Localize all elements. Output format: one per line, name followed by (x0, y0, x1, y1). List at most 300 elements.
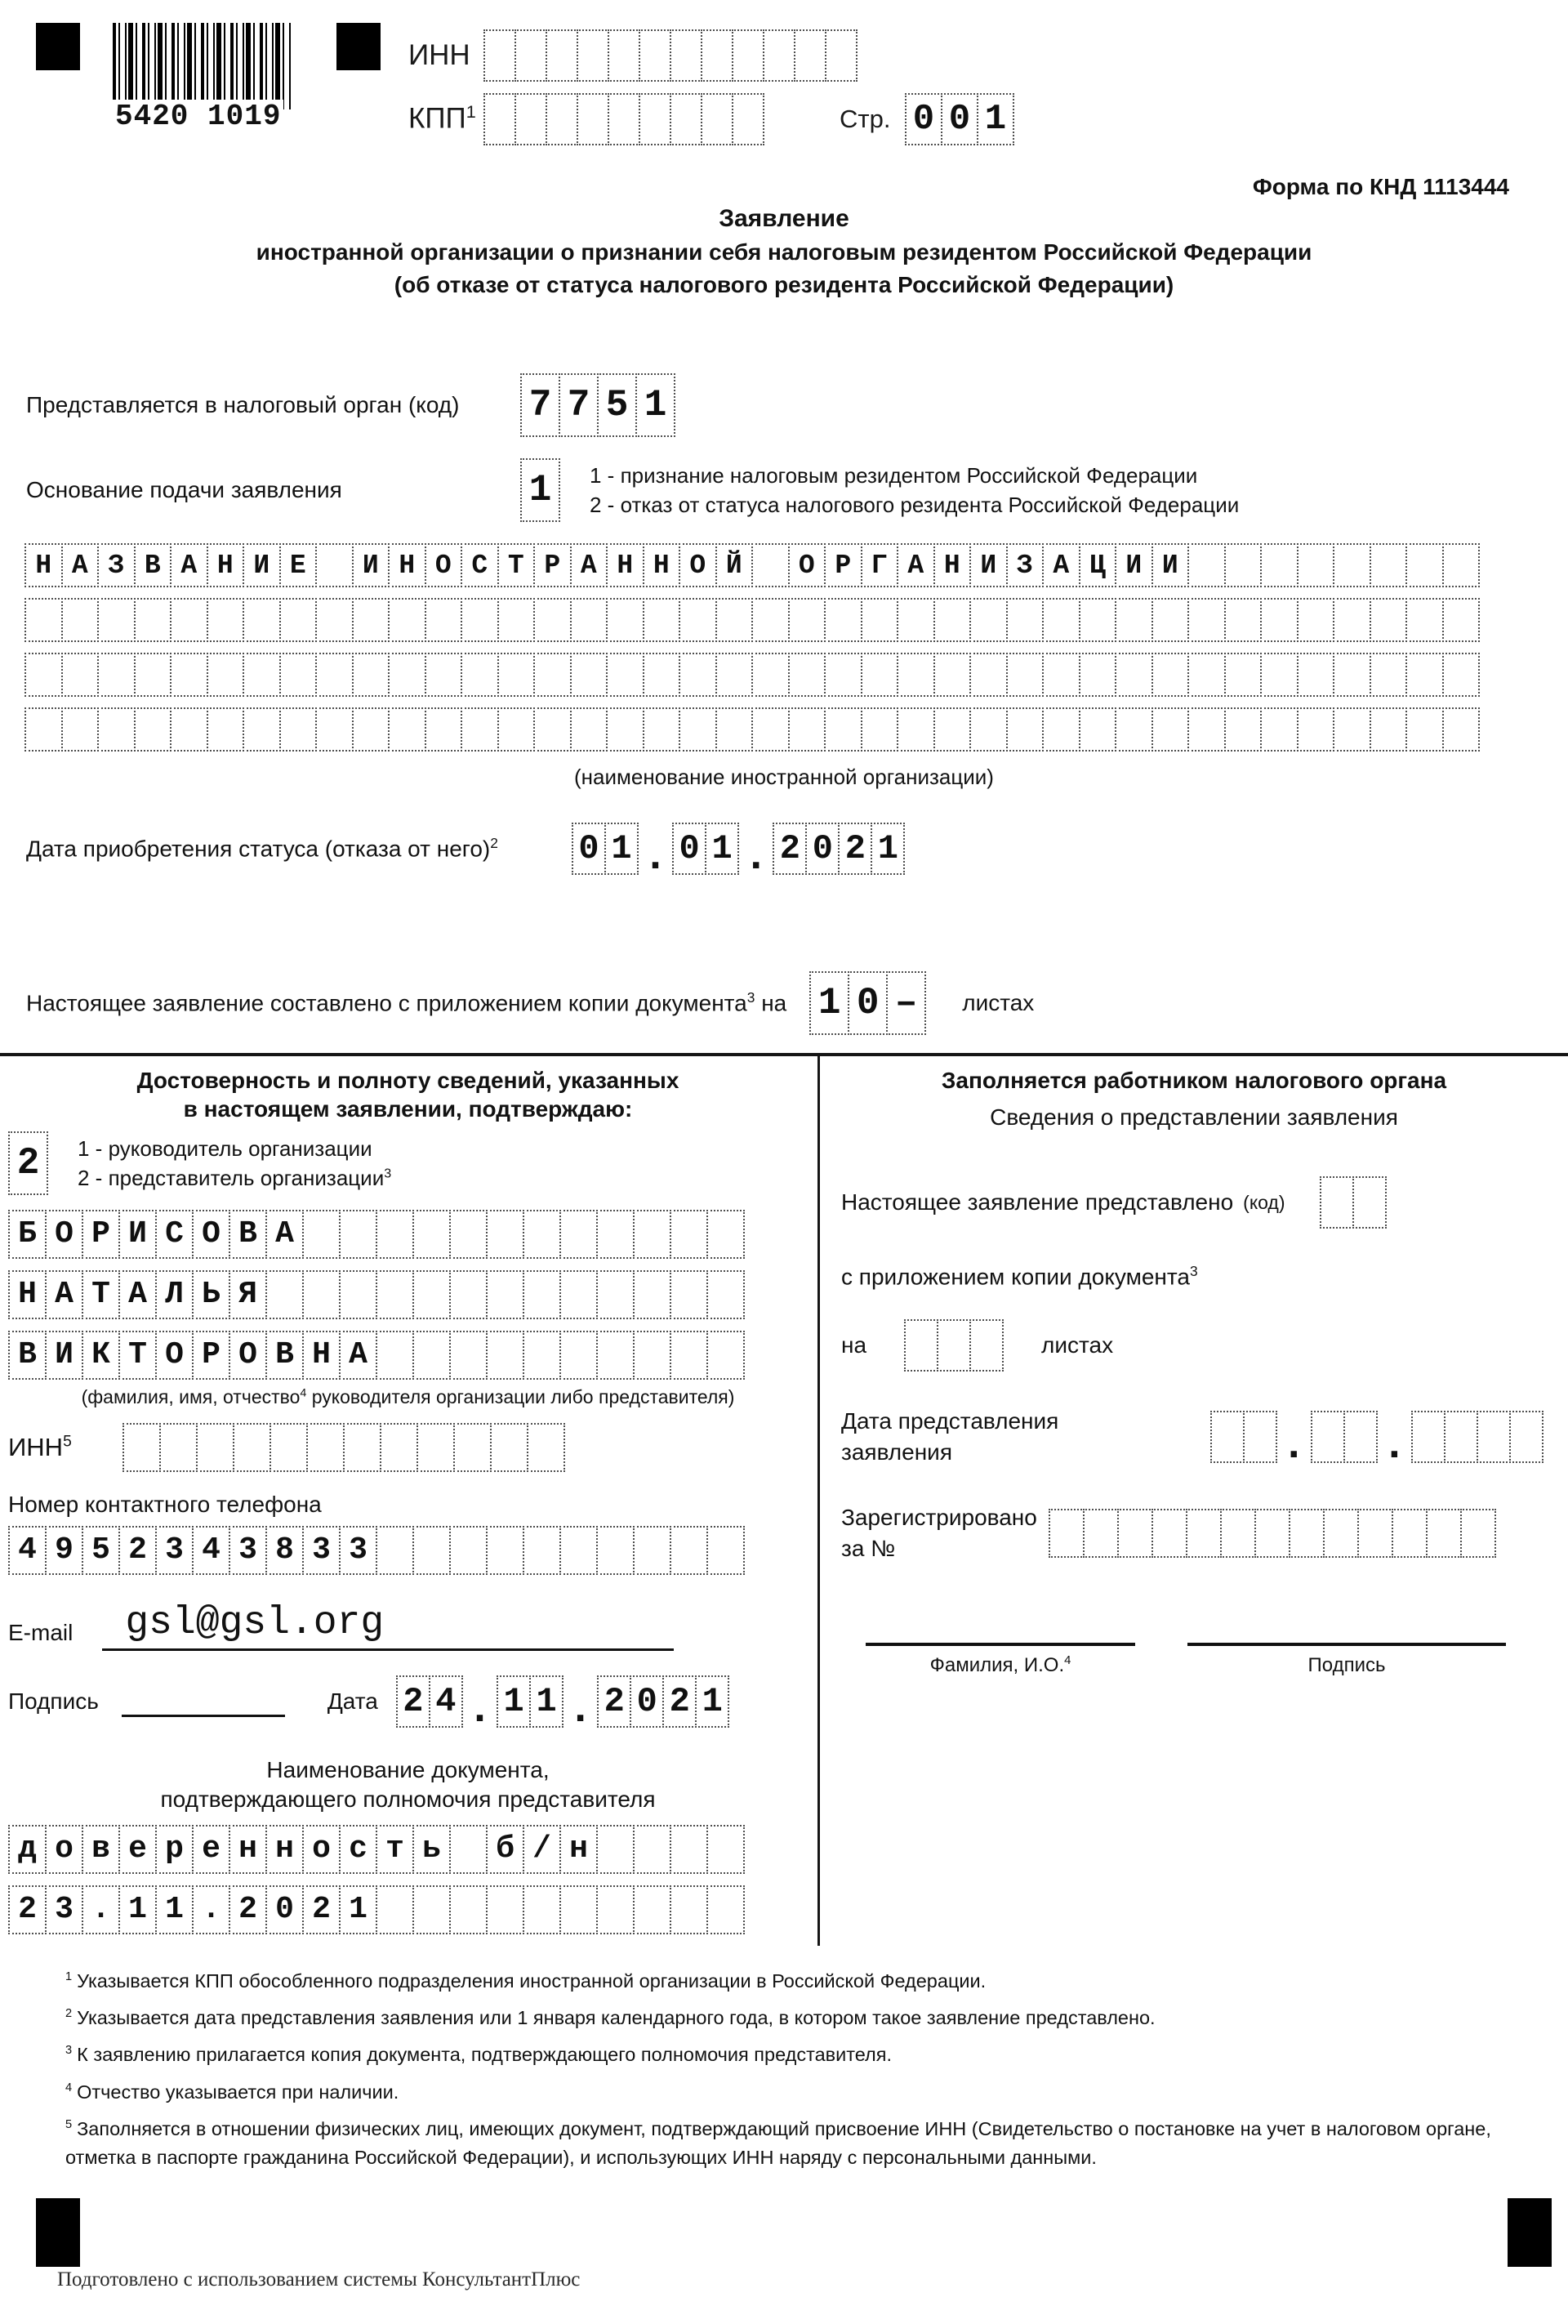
cell (1405, 707, 1444, 752)
signer-option-2: 2 - представитель организации$^3$ (78, 1166, 392, 1190)
cell: Ц (1079, 543, 1117, 587)
cell (861, 707, 899, 752)
officer-sheets-label: листах (1041, 1332, 1114, 1358)
cell (633, 1270, 671, 1319)
cell: В (8, 1331, 47, 1380)
cell (1006, 598, 1045, 642)
cell (1370, 598, 1408, 642)
footnote-5: $^5$ Заполняется в отношении физических лиц, имеющих документ, подтверждающий присвоение ИНН (Свидетельство о постановке на учет в налоговом органе, отметка в паспорте гражданина Российской Федерации), и использующих ИНН наряду с персональными данными. (65, 2117, 1491, 2169)
cell: Н (643, 543, 681, 587)
cell: 9 (45, 1526, 83, 1575)
officer-sheets-field (904, 1319, 1004, 1372)
cell: / (523, 1825, 561, 1874)
page-number-field (905, 93, 1014, 145)
basis-option-1: 1 - признание налоговым резидентом Российской Федерации (590, 462, 1198, 488)
cell (824, 653, 862, 697)
officer-sign-label: Подпись (1307, 1653, 1386, 1676)
cell (570, 598, 608, 642)
cell: Г (861, 543, 899, 587)
cell (701, 29, 733, 82)
cell: А (45, 1270, 83, 1319)
cell (1187, 707, 1226, 752)
cell: 2 (597, 1675, 631, 1728)
cell (486, 1210, 524, 1259)
cell (1115, 653, 1153, 697)
cell: А (265, 1210, 304, 1259)
cell (412, 1885, 451, 1934)
status-date-month (672, 823, 739, 875)
cell (1117, 1509, 1153, 1558)
cell (1079, 707, 1117, 752)
cell: В (229, 1210, 267, 1259)
cell: 1 (705, 823, 739, 875)
cell: Р (82, 1210, 120, 1259)
cell (732, 29, 764, 82)
cell (425, 653, 463, 697)
cell: 1 (520, 458, 560, 522)
cell (97, 598, 136, 642)
footnote-3: $^3$ К заявлению прилагается копия документа, подтверждающего полномочия представителя. (65, 2044, 893, 2066)
submission-date-day (1210, 1411, 1277, 1463)
status-date-day (572, 823, 639, 875)
status-date-row (26, 823, 1568, 882)
cell (497, 707, 536, 752)
cell (449, 1331, 488, 1380)
cell: О (45, 1210, 83, 1259)
cell (486, 1885, 524, 1934)
cell (643, 707, 681, 752)
cell: Т (118, 1331, 157, 1380)
cell (1343, 1411, 1378, 1463)
cell: 3 (302, 1526, 341, 1575)
cell (1186, 1509, 1222, 1558)
cell: с (339, 1825, 377, 1874)
cell (61, 653, 100, 697)
cell (1042, 707, 1080, 752)
cell (596, 1885, 635, 1934)
officer-fio-block (866, 1643, 1135, 1677)
cell: 1 (871, 823, 905, 875)
cell (1297, 543, 1335, 587)
sign-date-month (497, 1675, 564, 1728)
cell (1220, 1509, 1256, 1558)
attach-label: с приложением копии документа$^3$ (841, 1263, 1198, 1290)
cell (679, 598, 717, 642)
cell (425, 598, 463, 642)
cell (570, 707, 608, 752)
cell (1357, 1509, 1393, 1558)
cell (170, 598, 208, 642)
cell: 2 (302, 1885, 341, 1934)
cell (279, 653, 318, 697)
cell (207, 653, 245, 697)
cell (1224, 707, 1263, 752)
cell (243, 653, 281, 697)
cell (825, 29, 858, 82)
cell (751, 598, 790, 642)
officer-sign-line (1187, 1643, 1506, 1646)
sheets-after-label: листах (962, 990, 1035, 1015)
cell: А (170, 543, 208, 587)
cell (606, 707, 644, 752)
cell (376, 1270, 414, 1319)
cell: 0 (672, 823, 706, 875)
cell: 1 (695, 1675, 729, 1728)
cell (1079, 653, 1117, 697)
cell: И (243, 543, 281, 587)
cell (1370, 543, 1408, 587)
cell (483, 29, 516, 82)
cell (1442, 653, 1481, 697)
cell (763, 29, 795, 82)
cell: 2 (838, 823, 872, 875)
email-value: gsl@gsl.org (102, 1601, 674, 1651)
cell (449, 1210, 488, 1259)
cell (490, 1423, 528, 1472)
basis-code-field (520, 458, 560, 522)
cell (670, 93, 702, 145)
cell (596, 1526, 635, 1575)
cell: Я (229, 1270, 267, 1319)
cell: 1 (977, 93, 1014, 145)
email-row (8, 1601, 808, 1651)
signer-type-options (78, 1134, 391, 1193)
cell: Н (24, 543, 63, 587)
footnote-1: $^1$ Указывается КПП обособленного подразделения иностранной организации в Российской Федерации. (65, 1969, 987, 1992)
cell (523, 1526, 561, 1575)
cell (449, 1885, 488, 1934)
signature-date-row (8, 1675, 808, 1735)
cell: К (82, 1331, 120, 1380)
cell (577, 29, 609, 82)
cell (376, 1885, 414, 1934)
cell: 2 (229, 1885, 267, 1934)
cell (1187, 598, 1226, 642)
cell (788, 707, 826, 752)
cell (1152, 1509, 1187, 1558)
registration-row (841, 1502, 1547, 1564)
phone-label: Номер контактного телефона (8, 1492, 322, 1517)
page-number-label: Стр. (840, 105, 891, 133)
cell (533, 653, 572, 697)
tax-organ-label: Представляется в налоговый орган (код) (26, 392, 460, 417)
cell (1187, 653, 1226, 697)
signer-type-field (8, 1131, 48, 1195)
cell (461, 598, 499, 642)
cell: ь (412, 1825, 451, 1874)
cell: 5 (597, 373, 637, 437)
cell (24, 598, 63, 642)
cell (24, 707, 63, 752)
cell (243, 598, 281, 642)
fio-caption: (фамилия, имя, отчество$^4$ руководителя организации либо представителя) (81, 1386, 735, 1407)
officer-fio-line (866, 1643, 1135, 1646)
cell (633, 1526, 671, 1575)
cell (97, 653, 136, 697)
cell (279, 598, 318, 642)
cell: б (486, 1825, 524, 1874)
cell (897, 653, 935, 697)
cell (449, 1526, 488, 1575)
cell (134, 653, 172, 697)
cell (639, 93, 671, 145)
form-title (0, 205, 1568, 298)
cell (523, 1331, 561, 1380)
doc-caption: Наименование документа, подтверждающего полномочия представителя (160, 1757, 656, 1813)
cell (897, 598, 935, 642)
cell: н (559, 1825, 598, 1874)
registration-mark-icon (336, 23, 381, 70)
cell: 2 (8, 1131, 48, 1195)
officer-signature-row (841, 1643, 1547, 1677)
cell: А (1042, 543, 1080, 587)
cell: А (339, 1331, 377, 1380)
cell (453, 1423, 492, 1472)
cell (1006, 653, 1045, 697)
cell: 1 (604, 823, 639, 875)
cell: . (192, 1885, 230, 1934)
cell (376, 1526, 414, 1575)
cell: Й (715, 543, 754, 587)
cell (1370, 707, 1408, 752)
cell: 4 (8, 1526, 47, 1575)
cell: О (229, 1331, 267, 1380)
cell: С (461, 543, 499, 587)
submitted-label: Настоящее заявление представлено (841, 1189, 1234, 1215)
cell (751, 543, 790, 587)
cell: Е (279, 543, 318, 587)
surname-field (8, 1210, 808, 1259)
cell (1323, 1509, 1359, 1558)
cell: – (886, 971, 926, 1035)
cell (376, 1331, 414, 1380)
cell (279, 707, 318, 752)
cell: 2 (662, 1675, 697, 1728)
cell (1442, 543, 1481, 587)
cell (969, 653, 1008, 697)
cell (969, 707, 1008, 752)
cell (461, 707, 499, 752)
cell (1042, 598, 1080, 642)
cell (670, 1331, 708, 1380)
cell (514, 29, 547, 82)
cell (196, 1423, 234, 1472)
signer-inn-field (122, 1423, 565, 1472)
cell (633, 1331, 671, 1380)
page-header (0, 0, 1568, 159)
status-date-label: Дата приобретения статуса (отказа от него)$^2$ (26, 835, 498, 862)
cell (461, 653, 499, 697)
registration-mark-icon (1508, 2198, 1552, 2267)
cell (1115, 707, 1153, 752)
cell: Н (8, 1270, 47, 1319)
registration-mark-icon (36, 23, 80, 70)
org-name-grid (24, 543, 1544, 752)
date-separator: . (642, 833, 669, 882)
cell: И (1152, 543, 1190, 587)
cell: И (45, 1331, 83, 1380)
cell: И (969, 543, 1008, 587)
cell (751, 707, 790, 752)
cell (339, 1210, 377, 1259)
cell (1210, 1411, 1245, 1463)
cell: В (265, 1331, 304, 1380)
cell (412, 1526, 451, 1575)
cell (1311, 1411, 1345, 1463)
cell (861, 653, 899, 697)
basis-options (590, 461, 1239, 520)
footnote-4: $^4$ Отчество указывается при наличии. (65, 2081, 399, 2103)
cell (388, 598, 426, 642)
cell (486, 1331, 524, 1380)
kpp-field (483, 93, 764, 145)
cell: о (45, 1825, 83, 1874)
submission-date-month (1311, 1411, 1378, 1463)
cell (486, 1526, 524, 1575)
org-name-row-1 (24, 543, 1544, 587)
cell (134, 707, 172, 752)
cell (302, 1270, 341, 1319)
page-footer (0, 2193, 1568, 2316)
cell (1152, 598, 1190, 642)
cell (751, 653, 790, 697)
cell (670, 1885, 708, 1934)
cell (608, 93, 640, 145)
basis-option-2: 2 - отказ от статуса налогового резидента Российской Федерации (590, 493, 1240, 517)
cell (302, 1210, 341, 1259)
cell (933, 653, 972, 697)
cell (1352, 1176, 1387, 1229)
doc-name-field (8, 1825, 808, 1874)
cell: З (1006, 543, 1045, 587)
cell (824, 598, 862, 642)
cell: н (265, 1825, 304, 1874)
title-line-3: (об отказе от статуса налогового резидента Российской Федерации) (394, 272, 1174, 297)
cell: Б (8, 1210, 47, 1259)
cell: 0 (805, 823, 840, 875)
cell (1260, 653, 1298, 697)
cell (1509, 1411, 1544, 1463)
cell: И (1115, 543, 1153, 587)
cell (1370, 653, 1408, 697)
cell (425, 707, 463, 752)
officer-fio-label: Фамилия, И.О.$^4$ (929, 1653, 1071, 1676)
cell (788, 653, 826, 697)
cell (1426, 1509, 1462, 1558)
cell (533, 598, 572, 642)
cell (122, 1423, 161, 1472)
cell (1260, 543, 1298, 587)
cell: е (192, 1825, 230, 1874)
cell (1224, 543, 1263, 587)
cell (1333, 543, 1371, 587)
cell (233, 1423, 271, 1472)
cell: 1 (118, 1885, 157, 1934)
cell (1297, 653, 1335, 697)
firstname-field (8, 1270, 808, 1319)
cell: О (155, 1331, 194, 1380)
cell (1152, 653, 1190, 697)
cell (1260, 598, 1298, 642)
cell (1460, 1509, 1496, 1558)
sign-date-year (597, 1675, 729, 1728)
cell (1289, 1509, 1325, 1558)
cell: О (788, 543, 826, 587)
cell (546, 93, 578, 145)
cell (527, 1423, 565, 1472)
tax-organ-code-field (520, 373, 675, 437)
cell (380, 1423, 418, 1472)
cell (643, 598, 681, 642)
cell: Т (497, 543, 536, 587)
cell (315, 653, 354, 697)
cell (1333, 598, 1371, 642)
cell (61, 707, 100, 752)
cell: С (155, 1210, 194, 1259)
cell: 2 (396, 1675, 430, 1728)
cell: 3 (229, 1526, 267, 1575)
cell (1405, 543, 1444, 587)
cell (732, 93, 764, 145)
sign-date-label: Дата (327, 1688, 378, 1714)
cell (1254, 1509, 1290, 1558)
confirmation-section (0, 1053, 1568, 1946)
submitted-row (841, 1176, 1547, 1229)
consultant-plus-note: Подготовлено с использованием системы КонсультантПлюс (57, 2268, 581, 2291)
date-separator: . (568, 1686, 594, 1735)
cell (706, 1270, 745, 1319)
submission-date-row (841, 1406, 1547, 1468)
cell (933, 598, 972, 642)
cell (1392, 1509, 1428, 1558)
date-separator: . (743, 833, 769, 882)
cell (523, 1885, 561, 1934)
cell (1187, 543, 1226, 587)
cell (606, 598, 644, 642)
signer-inn-row (8, 1423, 808, 1472)
cell (207, 707, 245, 752)
cell (969, 1319, 1004, 1372)
cell: 2 (8, 1885, 47, 1934)
cell (1152, 707, 1190, 752)
cell: 8 (265, 1526, 304, 1575)
org-name-row-3 (24, 653, 1544, 697)
signature-label: Подпись (8, 1688, 99, 1714)
cell: 2 (118, 1526, 157, 1575)
officer-column-header: Заполняется работником налогового органа (941, 1068, 1447, 1093)
cell (559, 1526, 598, 1575)
cell (170, 653, 208, 697)
registration-label: Зарегистрировано за № (841, 1504, 1037, 1561)
registration-mark-icon (36, 2198, 80, 2267)
cell (352, 653, 390, 697)
cell: О (192, 1210, 230, 1259)
title-line-2: иностранной организации о признании себя налоговым резидентом Российской Федерации (256, 239, 1312, 265)
cell: 5 (82, 1526, 120, 1575)
cell (24, 653, 63, 697)
cell (449, 1270, 488, 1319)
cell: Н (606, 543, 644, 587)
org-name-row-4 (24, 707, 1544, 752)
signer-column (0, 1056, 820, 1946)
cell (533, 707, 572, 752)
cell (933, 707, 972, 752)
cell: 7 (520, 373, 560, 437)
cell (412, 1270, 451, 1319)
cell (559, 1885, 598, 1934)
cell (1442, 707, 1481, 752)
cell (715, 653, 754, 697)
